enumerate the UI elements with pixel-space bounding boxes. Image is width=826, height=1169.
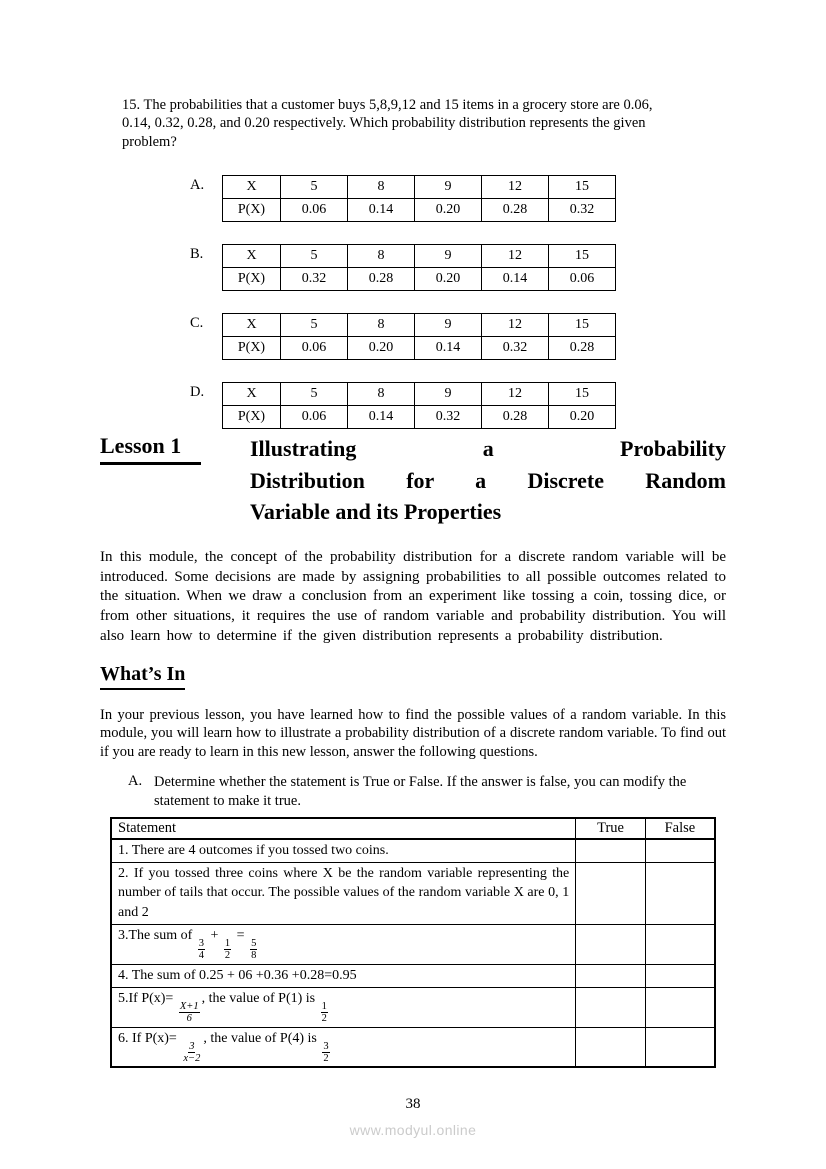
table-cell: 0.20: [549, 406, 616, 429]
choice-table-block: [190, 244, 726, 291]
lesson-title: [250, 433, 726, 528]
answer-cell-true: [576, 964, 646, 987]
table-cell: 0.06: [281, 199, 348, 222]
whats-in-paragraph: In your previous lesson, you have learned how to find the possible values of a random variable. In this module, you will learn how to illustrate a probability distribution of a discrete random variable. To find out if you are ready to learn in this new lesson, answer the following questions.: [100, 706, 726, 760]
statement-cell: 5.If P(x)= $\frac{X+1}{6}$ , the value of P(1) is $\frac{1}{2}$: [111, 987, 576, 1027]
lesson-title-line-3: Variable and its Properties: [250, 499, 502, 525]
statement-table: [110, 817, 716, 1069]
table-cell: 0.14: [482, 268, 549, 291]
table-cell: 0.32: [549, 199, 616, 222]
table-cell: 0.32: [482, 337, 549, 360]
intro-paragraph: In this module, the concept of the probability distribution for a discrete random variable will be introduced. Some decisions are made by assigning probabilities to all possible outcomes related to the situation. When we draw a conclusion from an experiment like tossing a coin, tossing dice, or from other situations, it requires the use of random variable and probability distribution. You will also learn how to determine if the given distribution represents a probability distribution.: [100, 548, 726, 644]
answer-cell-true: [576, 924, 646, 964]
table-cell: 8: [348, 383, 415, 406]
table-cell: 5: [281, 314, 348, 337]
statement-cell: 2. If you tossed three coins where X be the random variable representing the number of tails that occur. The possible values of the random variable X are 0, 1 and 2: [111, 862, 576, 924]
list-item-a-text: Determine whether the statement is True or False. If the answer is false, you can modify the statement to make it true.: [154, 774, 687, 810]
table-cell: 0.28: [482, 406, 549, 429]
statement-table-header: False: [645, 818, 715, 839]
table-cell: 8: [348, 245, 415, 268]
table-cell: 15: [549, 176, 616, 199]
question-15: 15. The probabilities that a customer buys 5,8,9,12 and 15 items in a grocery store are 0.06, 0.14, 0.32, 0.28, and 0.20 respectively. Which probability distribution represents the given problem?: [122, 97, 653, 150]
fraction: $\frac{3}{x-2}$: [183, 1040, 201, 1064]
fraction: $\frac{3}{4}$: [198, 937, 205, 962]
table-cell: 0.14: [415, 337, 482, 360]
statement-table-header: Statement: [111, 818, 576, 839]
whats-in-heading-wrap: [100, 663, 726, 690]
table-cell: P(X): [223, 406, 281, 429]
list-item-a-label: A.: [128, 773, 143, 790]
table-cell: 15: [549, 383, 616, 406]
choice-tables: [100, 175, 726, 429]
table-cell: 0.32: [415, 406, 482, 429]
table-cell: 15: [549, 314, 616, 337]
fraction: $\frac{1}{2}$: [321, 1000, 327, 1025]
fraction: $\frac{5}{8}$: [251, 937, 257, 962]
table-cell: 8: [348, 176, 415, 199]
table-cell: 9: [415, 314, 482, 337]
choice-table-block: [190, 382, 726, 429]
lesson-title-line-2: Distribution for a Discrete Random: [250, 467, 726, 493]
answer-cell-false: [645, 839, 715, 863]
table-cell: 9: [415, 245, 482, 268]
table-cell: 12: [482, 383, 549, 406]
table-cell: 0.14: [348, 406, 415, 429]
answer-cell-true: [576, 862, 646, 924]
choice-label: D.: [190, 384, 205, 401]
table-cell: X: [223, 245, 281, 268]
choice-label: A.: [190, 177, 205, 194]
watermark: www.modyul.online: [349, 1122, 477, 1138]
choice-table: [222, 313, 616, 360]
whats-in-heading: What’s In: [100, 663, 185, 690]
table-cell: 9: [415, 383, 482, 406]
table-cell: 12: [482, 245, 549, 268]
choice-table: [222, 175, 616, 222]
table-cell: 9: [415, 176, 482, 199]
table-cell: 12: [482, 314, 549, 337]
statement-cell: 1. There are 4 outcomes if you tossed two coins.: [111, 839, 576, 863]
answer-cell-true: [576, 1027, 646, 1067]
table-cell: 0.32: [281, 268, 348, 291]
answer-cell-false: [645, 924, 715, 964]
fraction: $\frac{1}{2}$: [224, 937, 231, 962]
table-cell: 0.28: [348, 268, 415, 291]
table-cell: 12: [482, 176, 549, 199]
choice-table-block: [190, 175, 726, 222]
table-cell: 0.06: [281, 337, 348, 360]
table-cell: 0.06: [549, 268, 616, 291]
table-cell: 0.20: [348, 337, 415, 360]
lesson-label: Lesson 1: [100, 433, 201, 465]
table-cell: X: [223, 314, 281, 337]
answer-cell-false: [645, 862, 715, 924]
answer-cell-false: [645, 987, 715, 1027]
choice-table-block: [190, 313, 726, 360]
answer-cell-true: [576, 839, 646, 863]
fraction: $\frac{X+1}{6}$: [179, 1000, 199, 1025]
table-cell: 0.06: [281, 406, 348, 429]
choice-label: C.: [190, 315, 204, 332]
statement-cell: 3.The sum of $\frac{3}{4}$ + $\frac{1}{2}$ = $\frac{5}{8}$: [111, 924, 576, 964]
table-cell: 5: [281, 176, 348, 199]
table-cell: 0.20: [415, 268, 482, 291]
table-cell: P(X): [223, 199, 281, 222]
lesson-label-column: [100, 433, 250, 528]
answer-cell-true: [576, 987, 646, 1027]
statement-table-header: True: [576, 818, 646, 839]
list-item-a: [128, 773, 728, 810]
table-cell: 0.14: [348, 199, 415, 222]
table-cell: 5: [281, 383, 348, 406]
choice-label: B.: [190, 246, 204, 263]
choice-table: [222, 244, 616, 291]
statement-cell: 4. The sum of 0.25 + 06 +0.36 +0.28=0.95: [111, 964, 576, 987]
table-cell: P(X): [223, 268, 281, 291]
answer-cell-false: [645, 964, 715, 987]
table-cell: X: [223, 176, 281, 199]
page-number: 38: [405, 1096, 421, 1112]
fraction: $\frac{3}{2}$: [323, 1040, 329, 1064]
table-cell: 8: [348, 314, 415, 337]
table-cell: 15: [549, 245, 616, 268]
lesson-title-line-1: Illustrating a Probability: [250, 436, 726, 462]
choice-table: [222, 382, 616, 429]
lesson-heading: [100, 433, 726, 528]
table-cell: 0.28: [549, 337, 616, 360]
table-cell: P(X): [223, 337, 281, 360]
table-cell: X: [223, 383, 281, 406]
table-cell: 0.20: [415, 199, 482, 222]
statement-cell: 6. If P(x)= $\frac{3}{x-2}$ , the value of P(4) is $\frac{3}{2}$: [111, 1027, 576, 1067]
table-cell: 5: [281, 245, 348, 268]
table-cell: 0.28: [482, 199, 549, 222]
answer-cell-false: [645, 1027, 715, 1067]
